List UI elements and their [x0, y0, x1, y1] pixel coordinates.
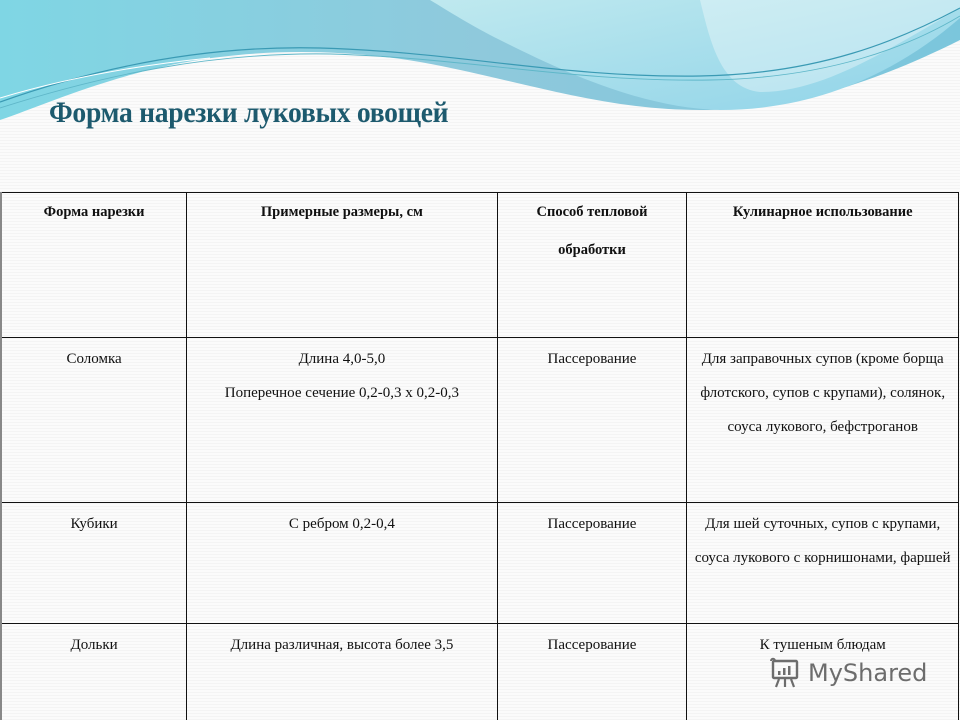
cell-form: Кубики [1, 503, 187, 624]
presentation-board-icon [768, 656, 802, 690]
cell-method: Пассерование [497, 624, 687, 720]
cell-method: Пассерование [497, 503, 687, 624]
myshared-watermark[interactable] [768, 656, 927, 690]
cell-form: Дольки [1, 624, 187, 720]
header-text: Способ тепловой [536, 204, 648, 220]
watermark-text: MyShared [808, 659, 928, 687]
size-line: Поперечное сечение 0,2-0,3 х 0,2-0,3 [224, 385, 460, 401]
cell-method: Пассерование [497, 338, 687, 503]
header-culinary-use [687, 193, 959, 338]
table-row [1, 338, 959, 503]
header-text: обработки [558, 242, 626, 258]
header-cut-form [1, 193, 187, 338]
cell-usage: Для заправочных супов (кроме борща флотского, супов с крупами), солянок, соуса лукового, бефстроганов [687, 338, 959, 503]
header-text: Примерные размеры, см [260, 204, 423, 220]
slide-title: Форма нарезки луковых овощей [49, 96, 449, 129]
size-line: Длина различная, высота более 3,5 [230, 637, 454, 653]
cell-sizes [187, 624, 497, 720]
cell-sizes [187, 338, 497, 503]
cell-usage: К тушеным блюдам [687, 624, 959, 720]
header-approx-sizes [187, 193, 497, 338]
table-header-row [1, 193, 959, 338]
header-text: Форма нарезки [43, 204, 145, 220]
header-heat-method [497, 193, 687, 338]
cell-usage: Для шей суточных, супов с крупами, соуса лукового с корнишонами, фаршей [687, 503, 959, 624]
cell-form: Соломка [1, 338, 187, 503]
onion-cutting-table [0, 192, 959, 720]
size-line: Длина 4,0-5,0 [298, 351, 386, 367]
header-text: Кулинарное использование [732, 204, 913, 220]
cell-sizes [187, 503, 497, 624]
table-row [1, 503, 959, 624]
size-line: С ребром 0,2-0,4 [288, 516, 395, 532]
